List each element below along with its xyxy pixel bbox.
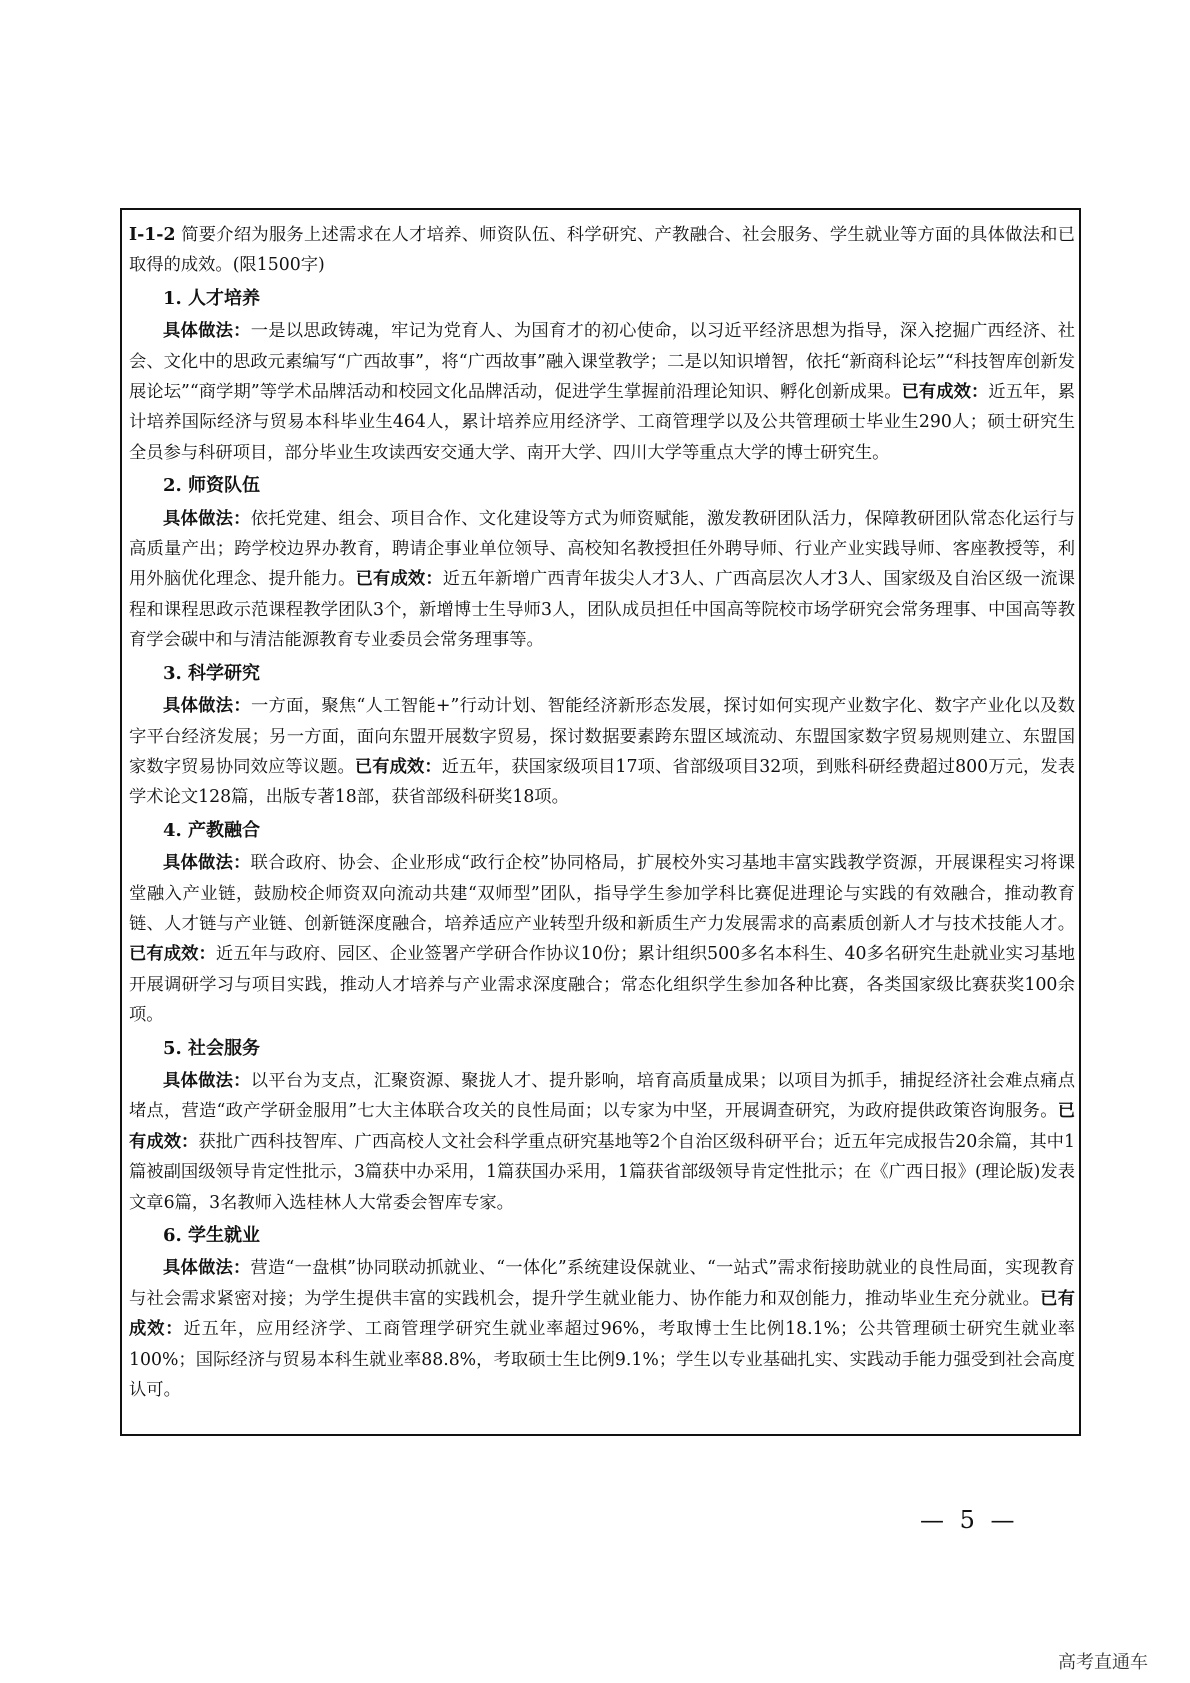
result-label: 已有成效： <box>129 1101 1075 1152</box>
section-paragraph <box>129 1253 1075 1405</box>
section-paragraph <box>129 848 1075 1030</box>
content-box <box>120 208 1081 1436</box>
section-heading: 4. 产教融合 <box>163 819 261 841</box>
method-label: 具体做法： <box>163 1070 251 1091</box>
result-text: 近五年，获国家级项目17项、省部级项目32项，到账科研经费超过800万元，发表学术论文128篇，出版专著18部，获省部级科研奖18项。 <box>129 756 1075 808</box>
result-text: 近五年新增广西青年拔尖人才3人、广西高层次人才3人、国家级及自治区级一流课程和课程思政示范课程教学团队3个，新增博士生导师3人，团队成员担任中国高等院校市场学研究会常务理事、中国高等教育学会碳中和与清洁能源教育专业委员会常务理事等。 <box>129 569 1075 651</box>
section-heading: 3. 科学研究 <box>163 662 261 684</box>
method-label: 具体做法： <box>163 696 251 717</box>
method-text: 以平台为支点，汇聚资源、聚拢人才、提升影响，培育高质量成果；以项目为抓手，捕捉经济社会难点痛点堵点，营造“政产学研金服用”七大主体联合攻关的良性局面；以专家为中坚，开展调查研究，为政府提供政策咨询服务。 <box>129 1070 1075 1122</box>
section-paragraph <box>129 691 1075 813</box>
method-text: 联合政府、协会、企业形成“政行企校”协同格局，扩展校外实习基地丰富实践教学资源，开展课程实习将课堂融入产业链，鼓励校企师资双向流动共建“双师型”团队，指导学生参加学科比赛促进理论与实践的有效融合，推动教育链、人才链与产业链、创新链深度融合，培养适应产业转型升级和新质生产力发展需求的高素质创新人才与技术技能人才。 <box>129 853 1075 934</box>
intro-text: 简要介绍为服务上述需求在人才培养、师资队伍、科学研究、产教融合、社会服务、学生就业等方面的具体做法和已取得的成效。(限1500字) <box>129 225 1075 276</box>
method-text: 营造“一盘棋”协同联动抓就业、“一体化”系统建设保就业、“一站式”需求衔接助就业的良性局面，实现教育与社会需求紧密对接；为学生提供丰富的实践机会，提升学生就业能力、协作能力和双创能力，推动毕业生充分就业。 <box>129 1258 1075 1309</box>
section-heading: 5. 社会服务 <box>163 1037 261 1059</box>
result-text: 近五年与政府、园区、企业签署产学研合作协议10份；累计组织500多名本科生、40多名研究生赴就业实习基地开展调研学习与项目实践，推动人才培养与产业需求深度融合；常态化组织学生参加各种比赛，各类国家级比赛获奖100余项。 <box>129 944 1075 1026</box>
intro-paragraph <box>129 220 1075 281</box>
section-paragraph <box>129 1066 1075 1218</box>
watermark: 高考直通车 <box>1058 1652 1148 1673</box>
result-label: 已有成效： <box>355 569 443 590</box>
section-paragraph <box>129 504 1075 656</box>
result-text: 近五年，应用经济学、工商管理学研究生就业率超过96%，考取博士生比例18.1%；公共管理硕士研究生就业率100%；国际经济与贸易本科生就业率88.8%，考取硕士生比例9.1%；学生以专业基础扎实、实践动手能力强受到社会高度认可。 <box>129 1319 1075 1401</box>
result-label: 已有成效： <box>129 1288 1075 1340</box>
result-label: 已有成效： <box>901 382 989 403</box>
method-text: 一是以思政铸魂，牢记为党育人、为国育才的初心使命，以习近平经济思想为指导，深入挖掘广西经济、社会、文化中的思政元素编写“广西故事”，将“广西故事”融入课堂教学；二是以知识增智，依托“新商科论坛”“科技智库创新发展论坛”“商学期”等学术品牌活动和校园文化品牌活动，促进学生掌握前沿理论知识、孵化创新成果。 <box>129 321 1075 403</box>
result-label: 已有成效： <box>354 756 442 777</box>
section-heading: 6. 学生就业 <box>163 1225 261 1246</box>
section-heading: 1. 人才培养 <box>163 287 261 309</box>
result-label: 已有成效： <box>129 944 216 965</box>
page-number: — 5 — <box>920 1506 1019 1534</box>
method-text: 一方面，聚焦“人工智能+”行动计划、智能经济新形态发展，探讨如何实现产业数字化、数字产业化以及数字平台经济发展；另一方面，面向东盟开展数字贸易，探讨数据要素跨东盟区域流动、东盟国家数字贸易规则建立、东盟国家数字贸易协同效应等议题。 <box>129 696 1075 777</box>
method-label: 具体做法： <box>163 508 251 529</box>
method-label: 具体做法： <box>163 853 251 874</box>
item-code: I-1-2 <box>129 225 176 245</box>
result-text: 获批广西科技智库、广西高校人文社会科学重点研究基地等2个自治区级科研平台；近五年完成报告20余篇，其中1篇被副国级领导肯定性批示，3篇获中办采用，1篇获国办采用，1篇获省部级领导肯定性批示；在《广西日报》(理论版)发表文章6篇，3名教师入选桂林人大常委会智库专家。 <box>129 1131 1075 1213</box>
method-text: 依托党建、组会、项目合作、文化建设等方式为师资赋能，激发教研团队活力，保障教研团队常态化运行与高质量产出；跨学校边界办教育，聘请企事业单位领导、高校知名教授担任外聘导师、行业产业实践导师、客座教授等，利用外脑优化理念、提升能力。 <box>129 508 1075 590</box>
section-paragraph <box>129 316 1075 468</box>
result-text: 近五年，累计培养国际经济与贸易本科毕业生464人，累计培养应用经济学、工商管理学以及公共管理硕士毕业生290人；硕士研究生全员参与科研项目，部分毕业生攻读西安交通大学、南开大学、四川大学等重点大学的博士研究生。 <box>129 382 1075 463</box>
method-label: 具体做法： <box>163 321 251 342</box>
method-label: 具体做法： <box>163 1258 251 1279</box>
section-heading: 2. 师资队伍 <box>163 475 261 497</box>
